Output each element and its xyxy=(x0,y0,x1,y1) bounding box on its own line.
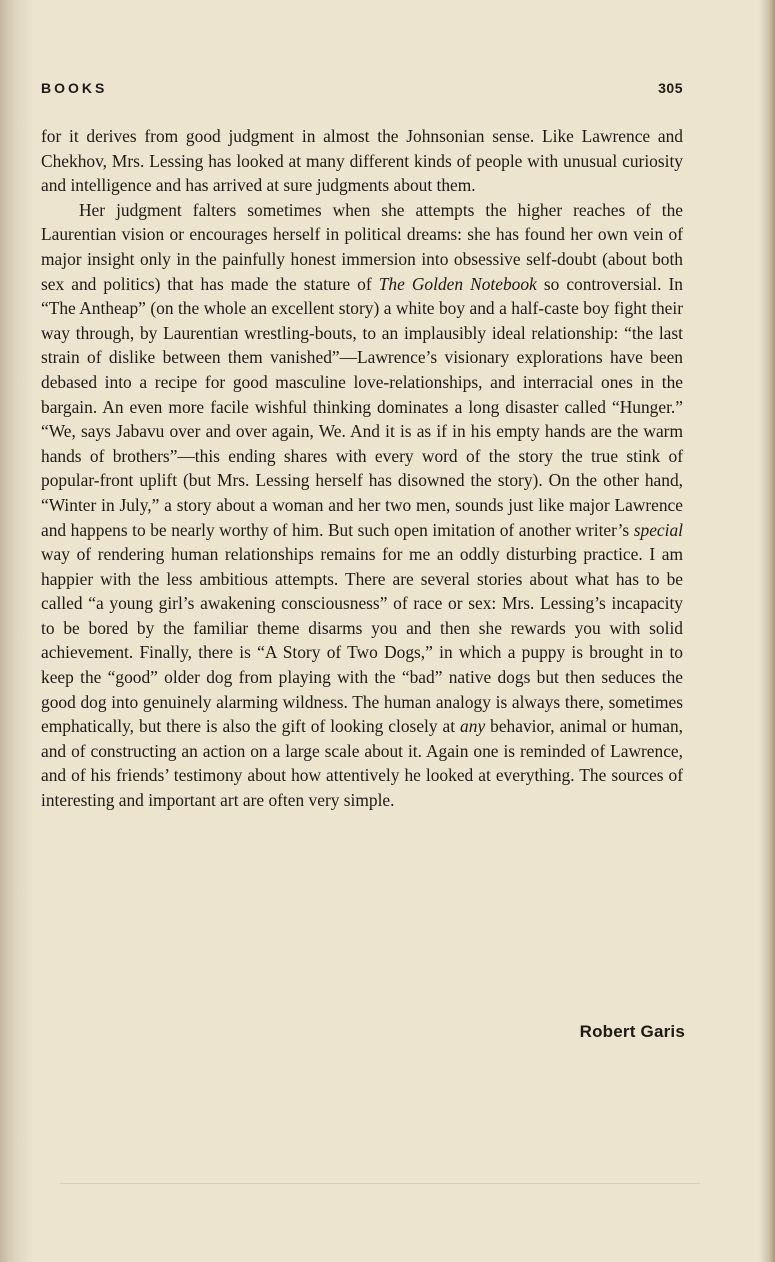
paragraph-text: for it derives from good judgment in almost the Johnsonian sense. Like Lawrence and Chekhov, Mrs. Lessing has looked at many different kinds of people with unusual curiosity and intelligence and has arrived at sure judgments about them. xyxy=(41,126,683,196)
paragraph-continued xyxy=(41,124,683,198)
paragraph-text: behavior, animal or human, and of constructing an action on a large scale about it. Again one is reminded of Lawrence, and of his friends’ testimony about how attentively he looked at everything. The sources of interesting and important art are often very simple. xyxy=(41,716,684,811)
book-title: The Golden Notebook xyxy=(378,273,537,294)
paragraph-text: so controversial. In “The Antheap” (on the whole an excellent story) a white boy and a half-caste boy fight their way through, by Laurentian wrestling-bouts, to an implausibly ideal relationship: “the last strain of dislike between them vanished”—Lawrence’s visionary explorations have been debased into a recipe for good masculine love-relationships, and interracial ones in the bargain. An even more facile wishful thinking dominates a long disaster called “Hunger.” “We, says Jabavu over and over again, We. And it is as if in his empty hands are the warm hands of brothers”—this ending shares with every word of the story the true stink of popular-front uplift (but Mrs. Lessing herself has disowned the story). On the other hand, “Winter in July,” a story about a woman and her two men, sounds just like major Lawrence and happens to be nearly worthy of him. But such open imitation of another writer’s xyxy=(41,273,683,540)
emphasis: any xyxy=(460,716,486,737)
emphasis: special xyxy=(633,519,683,540)
article-body xyxy=(41,124,683,813)
paragraph-text: way of rendering human relationships remains for me an oddly disturbing practice. I am happier with the less ambitious attempts. There are several stories about what has to be called “a young girl’s awakening consciousness” of race or sex: Mrs. Lessing’s incapacity to be bored by the familiar theme disarms you and then she rewards you with solid achievement. Finally, there is “A Story of Two Dogs,” in which a puppy is brought in to keep the “good” older dog from playing with the “bad” native dogs but then seduces the good dog into genuinely alarming wildness. The human analogy is always there, sometimes emphatically, but there is also the gift of looking closely at xyxy=(41,544,683,737)
paragraph xyxy=(41,198,683,813)
running-head: BOOKS xyxy=(41,80,108,96)
page-number: 305 xyxy=(658,80,683,96)
reverse-page-rule xyxy=(60,1183,700,1184)
page-header xyxy=(41,80,683,102)
reverse-page-show-through xyxy=(60,1040,700,1064)
author-signature: Robert Garis xyxy=(579,1022,685,1041)
paragraph-text: Her judgment falters sometimes when she attempts the higher reaches of the Laurentian vision or encourages herself in political dreams: she has found her own vein of major insight only in the painfully honest immersion into obsessive self-doubt (about both sex and politics) that has made the stature of xyxy=(41,199,683,294)
